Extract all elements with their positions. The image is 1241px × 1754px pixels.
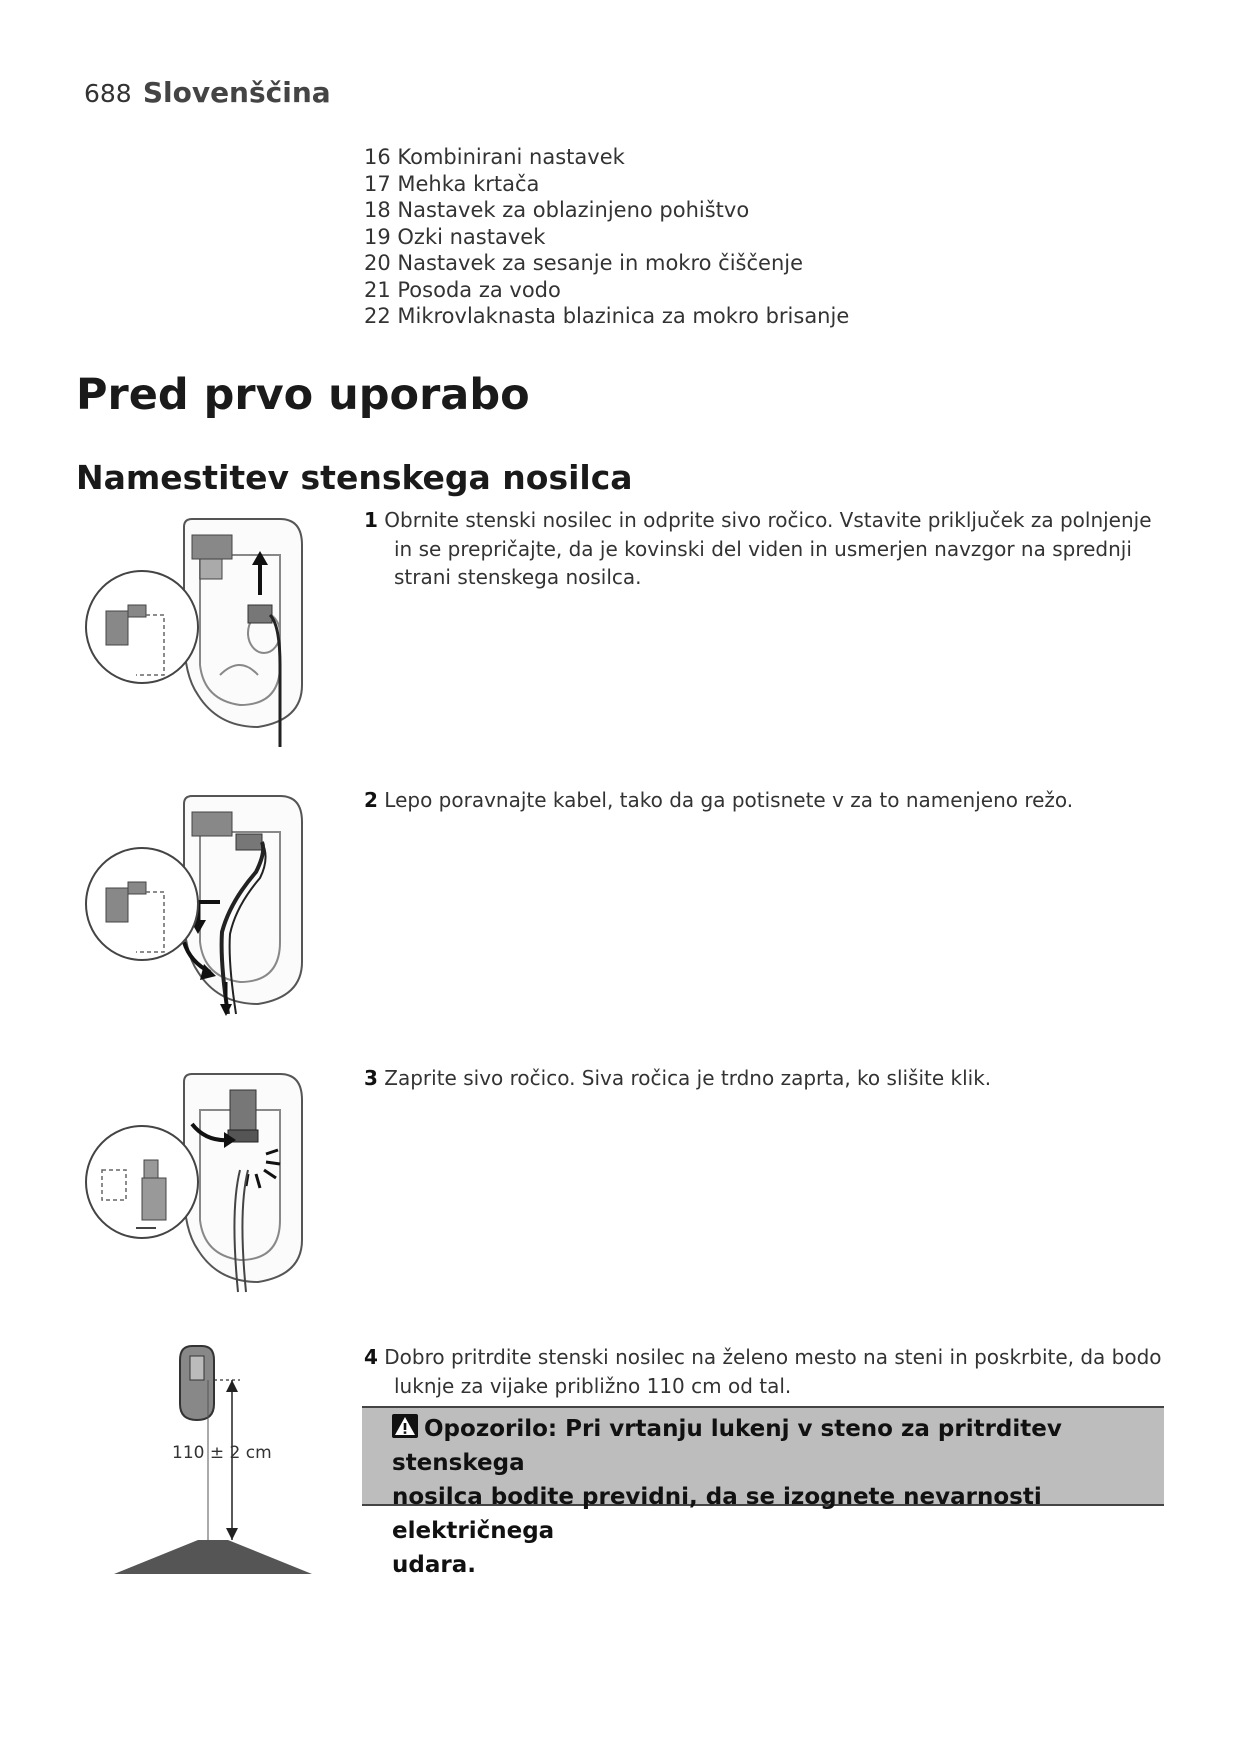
figure-step-3-illustration xyxy=(80,1070,320,1302)
subsection-title: Namestitev stenskega nosilca xyxy=(76,458,633,497)
list-item: 16 Kombinirani nastavek xyxy=(364,145,625,169)
step-2 xyxy=(364,786,1164,815)
step-number: 3 xyxy=(364,1066,378,1090)
step-4 xyxy=(364,1343,1164,1400)
warning-triangle-icon xyxy=(392,1414,418,1438)
list-item: 20 Nastavek za sesanje in mokro čiščenje xyxy=(364,251,804,275)
list-item: 21 Posoda za vodo xyxy=(364,277,561,302)
figure-step-4-height-illustration xyxy=(100,1340,320,1590)
step-number: 4 xyxy=(364,1345,378,1369)
step-3 xyxy=(364,1064,1164,1093)
parts-list xyxy=(364,144,849,330)
list-item: 18 Nastavek za oblazinjeno pohištvo xyxy=(364,198,750,222)
step-text: Dobro pritrdite stenski nosilec na želeno mesto na steni in poskrbite, da bodo xyxy=(384,1345,1162,1369)
figure-step-2-illustration xyxy=(80,792,320,1024)
figure-step-1-illustration xyxy=(80,515,320,747)
step-text: Zaprite sivo ročico. Siva ročica je trdno zaprta, ko slišite klik. xyxy=(384,1066,992,1090)
list-item: 22 Mikrovlaknasta blazinica za mokro brisanje xyxy=(364,304,850,328)
language-title: Slovenščina xyxy=(142,76,331,109)
step-text: Lepo poravnajte kabel, tako da ga potisnete v za to namenjeno režo. xyxy=(384,788,1074,812)
warning-text: Opozorilo: Pri vrtanju lukenj v steno za pritrditev stenskega xyxy=(392,1416,1062,1476)
warning-box xyxy=(362,1406,1164,1578)
step-number: 2 xyxy=(364,788,378,812)
warning-text: udara. xyxy=(392,1552,476,1578)
step-text: strani stenskega nosilca. xyxy=(394,565,642,589)
step-1 xyxy=(364,506,1164,592)
height-label: 110 ± 2 cm xyxy=(172,1443,272,1463)
step-text: in se prepričajte, da je kovinski del viden in usmerjen navzgor na sprednji xyxy=(394,536,1132,561)
section-title: Pred prvo uporabo xyxy=(76,370,530,420)
page-header xyxy=(84,76,331,109)
step-number: 1 xyxy=(364,508,378,532)
step-text: luknje za vijake približno 110 cm od tal. xyxy=(394,1373,792,1398)
step-text: Obrnite stenski nosilec in odprite sivo ročico. Vstavite priključek za polnjenje xyxy=(384,508,1152,532)
warning-text: nosilca bodite previdni, da se izognete nevarnosti električnega xyxy=(392,1484,1042,1544)
list-item: 19 Ozki nastavek xyxy=(364,224,546,249)
list-item: 17 Mehka krtača xyxy=(364,171,540,196)
page-number: 688 xyxy=(84,79,132,108)
